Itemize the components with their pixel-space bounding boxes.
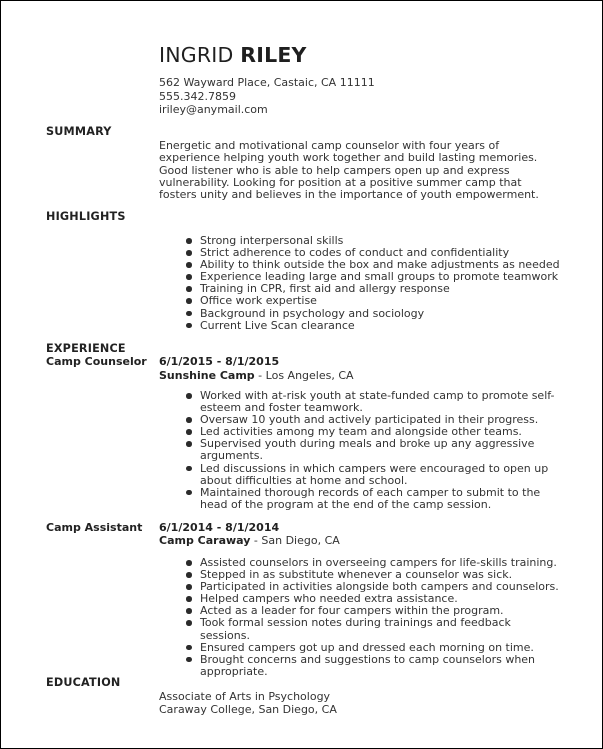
experience-heading: EXPERIENCE	[46, 342, 126, 355]
list-item: Supervised youth during meals and broke up any aggressive arguments.	[186, 438, 561, 462]
job-dates: 6/1/2014 - 8/1/2014	[159, 521, 280, 534]
list-item: Oversaw 10 youth and actively participated in their progress.	[186, 414, 561, 426]
summary-heading: SUMMARY	[46, 125, 112, 138]
list-item: Stepped in as substitute whenever a counselor was sick.	[186, 569, 561, 581]
contact-block	[159, 76, 375, 117]
list-item: Strong interpersonal skills	[186, 235, 561, 247]
candidate-name	[159, 43, 307, 67]
summary-text: Energetic and motivational camp counselor with four years of experience helping youth work together and build lasting memories. Good listener who is able to help campers open up and express vulnerability. Looking for position at a positive summer camp that fosters unity and believes in the importance of youth empowerment.	[159, 139, 539, 202]
list-item: Office work expertise	[186, 295, 561, 307]
education-block	[159, 691, 337, 716]
list-item: Took formal session notes during trainings and feedback sessions.	[186, 617, 561, 641]
list-item: Helped campers who needed extra assistance.	[186, 593, 561, 605]
list-item: Led discussions in which campers were encouraged to open up about difficulties at home and school.	[186, 463, 561, 487]
list-item: Strict adherence to codes of conduct and confidentiality	[186, 247, 561, 259]
degree: Associate of Arts in Psychology	[159, 690, 331, 703]
job-title: Camp Assistant	[46, 521, 143, 534]
list-item: Background in psychology and sociology	[186, 308, 561, 320]
list-item: Ability to think outside the box and make adjustments as needed	[186, 259, 561, 271]
education-heading: EDUCATION	[46, 676, 121, 689]
employer-name: Sunshine Camp	[159, 369, 255, 382]
address: 562 Wayward Place, Castaic, CA 11111	[159, 76, 375, 89]
job-dates: 6/1/2015 - 8/1/2015	[159, 355, 280, 368]
job-bullets	[186, 557, 561, 678]
first-name: INGRID	[159, 43, 234, 67]
employer-location: - San Diego, CA	[250, 534, 340, 547]
school: Caraway College, San Diego, CA	[159, 702, 337, 716]
job-title: Camp Counselor	[46, 355, 147, 368]
list-item: Ensured campers got up and dressed each morning on time.	[186, 642, 561, 654]
highlights-heading: HIGHLIGHTS	[46, 210, 126, 223]
job-employer-line	[159, 369, 354, 382]
list-item: Maintained thorough records of each camper to submit to the head of the program at the end of the camp session.	[186, 487, 561, 511]
job-employer-line	[159, 534, 340, 547]
employer-name: Camp Caraway	[159, 534, 251, 547]
list-item: Worked with at-risk youth at state-funded camp to promote self-esteem and foster teamwork.	[186, 390, 561, 414]
list-item: Participated in activities alongside both campers and counselors.	[186, 581, 561, 593]
list-item: Assisted counselors in overseeing campers for life-skills training.	[186, 557, 561, 569]
list-item: Led activities among my team and alongside other teams.	[186, 426, 561, 438]
list-item: Current Live Scan clearance	[186, 320, 561, 332]
list-item: Brought concerns and suggestions to camp counselors when appropriate.	[186, 654, 561, 678]
list-item: Experience leading large and small groups to promote teamwork	[186, 271, 561, 283]
employer-location: - Los Angeles, CA	[254, 369, 354, 382]
email: iriley@anymail.com	[159, 103, 268, 116]
highlights-list	[186, 235, 561, 332]
last-name: RILEY	[240, 43, 307, 67]
job-bullets	[186, 390, 561, 511]
phone: 555.342.7859	[159, 89, 236, 103]
list-item: Training in CPR, first aid and allergy response	[186, 283, 561, 295]
list-item: Acted as a leader for four campers within the program.	[186, 605, 561, 617]
